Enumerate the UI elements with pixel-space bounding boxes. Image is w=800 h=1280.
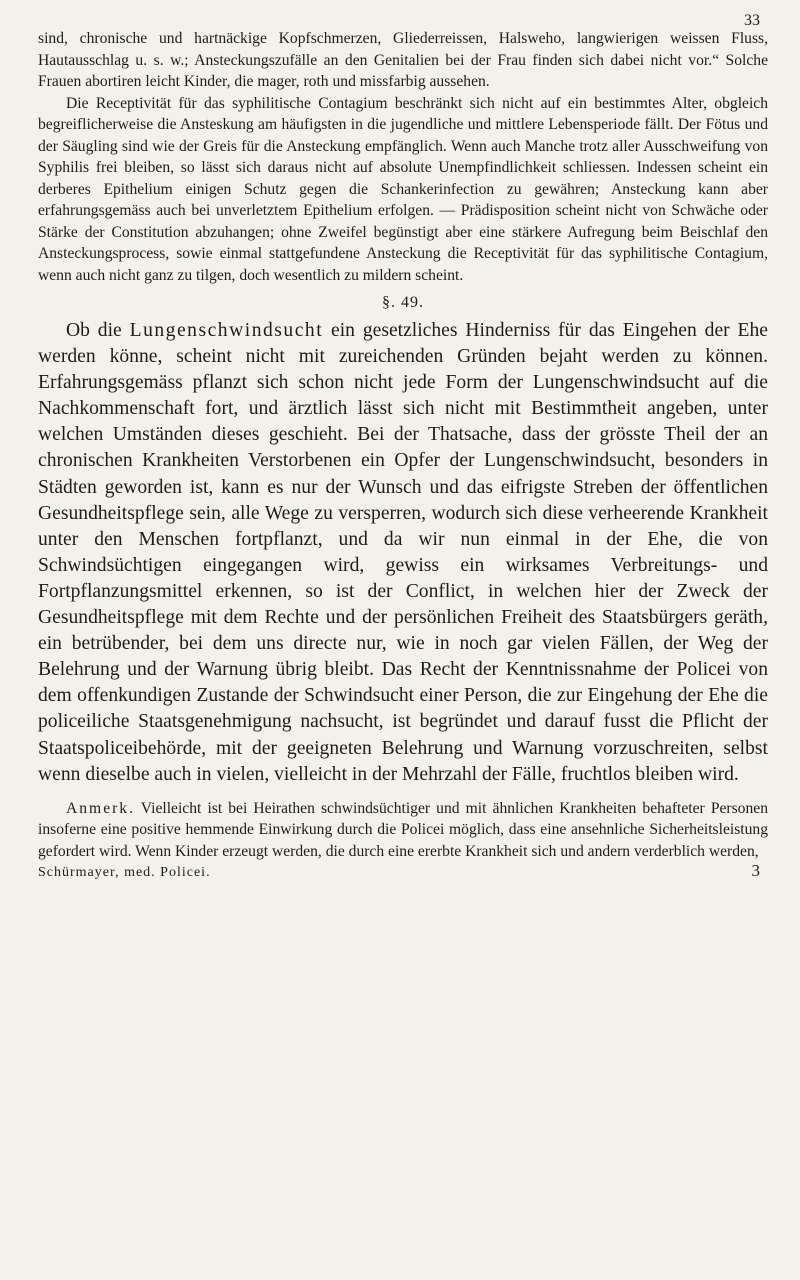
main-paragraph xyxy=(38,318,768,788)
annotation-paragraph xyxy=(38,798,768,863)
section-heading: §. 49. xyxy=(382,294,424,311)
page-body xyxy=(38,28,768,881)
main-text: ein gesetzliches Hinderniss für das Eingehen der Ehe werden könne, scheint nicht mit zureichenden Gründen bejaht werden zu können. Erfahrungsgemäss pflanzt sich schon nicht jede Form der Lungenschwindsucht auf die Nachkommenschaft fort, und ärztlich lässt sich nicht mit Bestimmtheit angeben, unter welchen Umständen dieses geschieht. Bei der Thatsache, dass der grösste Theil der an chronischen Krankheiten Verstorbenen ein Opfer der Lungenschwindsucht, besonders in Städten geworden ist, kann es nur der Wunsch und das eifrigste Streben der öffentlichen Gesundheitspflege sein, alle Wege zu versperren, wodurch sich diese verheerende Krankheit unter den Menschen fortpflanzt, und da wir nun einmal in der Ehe, die von Schwindsüchtigen eingegangen wird, gewiss ein wirksames Verbreitungs- und Fortpflanzungsmittel erkennen, so ist der Conflict, in welchen hier der Zweck der Gesundheitspflege mit dem Rechte und der persönlichen Freiheit des Staatsbürgers geräth, ein betrübender, bei dem uns directe nur, wie in noch gar vielen Fällen, der Weg der Belehrung und der Warnung übrig bleibt. Das Recht der Kenntnissnahme der Policei von dem offenkundigen Zustande der Schwindsucht einer Person, die zur Eingehung der Ehe die policeiliche Staatsgenehmigung nachsucht, ist begründet und darauf fusst die Pflicht der Staatspoliceibehörde, mit der geeigneten Belehrung und Warnung vorzuschreiten, selbst wenn dieselbe auch in vielen, vielleicht in der Mehrzahl der Fälle, fruchtlos bleiben wird. xyxy=(38,320,769,785)
main-lead: Ob die xyxy=(66,320,130,341)
paragraph-continued: sind, chronische und hartnäckige Kopfschmerzen, Gliederreissen, Halsweho, langwierigen weissen Fluss, Hautausschlag u. s. w.; Ansteckungszufälle an den Genitalien bei der Frau finden sich dabei nicht vor.“ Solche Frauen abortiren leicht Kinder, die mager, roth und missfarbig aussehen. xyxy=(38,30,768,90)
page-number: 33 xyxy=(744,12,760,29)
annotation-label: Anmerk. xyxy=(66,799,135,817)
paragraph-receptivity: Die Receptivität für das syphilitische Contagium beschränkt sich nicht auf ein bestimmtes Alter, obgleich begreiflicherweise die Ansteskung am häufigsten in die jugendliche und mittlere Lebensperiode fällt. Der Fötus und der Säugling sind wie der Greis für die Ansteckung empfänglich. Wenn auch Manche trotz aller Ausschweifung von Syphilis frei bleiben, so lässt sich daraus nicht auf absolute Unempfindlichkeit schliessen. Indessen scheint ein derberes Epithelium einigen Schutz gegen die Schankerinfection zu gewähren; Ansteckung kann aber erfahrungsgemäss auch bei unverletztem Epithelium erfolgen. — Prädisposition scheint nicht von Schwäche oder Stärke der Constitution abzuhangen; ohne Zweifel begünstigt aber eine stärkere Aufregung beim Beischlaf den Ansteckungsprocess, sowie einmal stattgefundene Ansteckung die Receptivität für das syphilitische Contagium, wenn auch nicht ganz zu tilgen, doch wesentlich zu mildern scheint. xyxy=(38,94,768,284)
emphasized-term: Lungenschwindsucht xyxy=(129,320,324,341)
signature-mark: 3 xyxy=(751,861,760,881)
annotation-text: Vielleicht ist bei Heirathen schwindsüchtiger und mit ähnlichen Krankheiten behafteter Personen insoferne eine positive hemmende Einwirkung durch die Policei möglich, dass eine ansehnliche Sicherheitsleistung gefordert wird. Wenn Kinder erzeugt werden, die durch eine ererbte Krankheit sich und andern verderblich werden, xyxy=(38,799,768,860)
footer-running-title: Schürmayer, med. Policei. xyxy=(38,865,211,881)
footer xyxy=(38,861,768,881)
